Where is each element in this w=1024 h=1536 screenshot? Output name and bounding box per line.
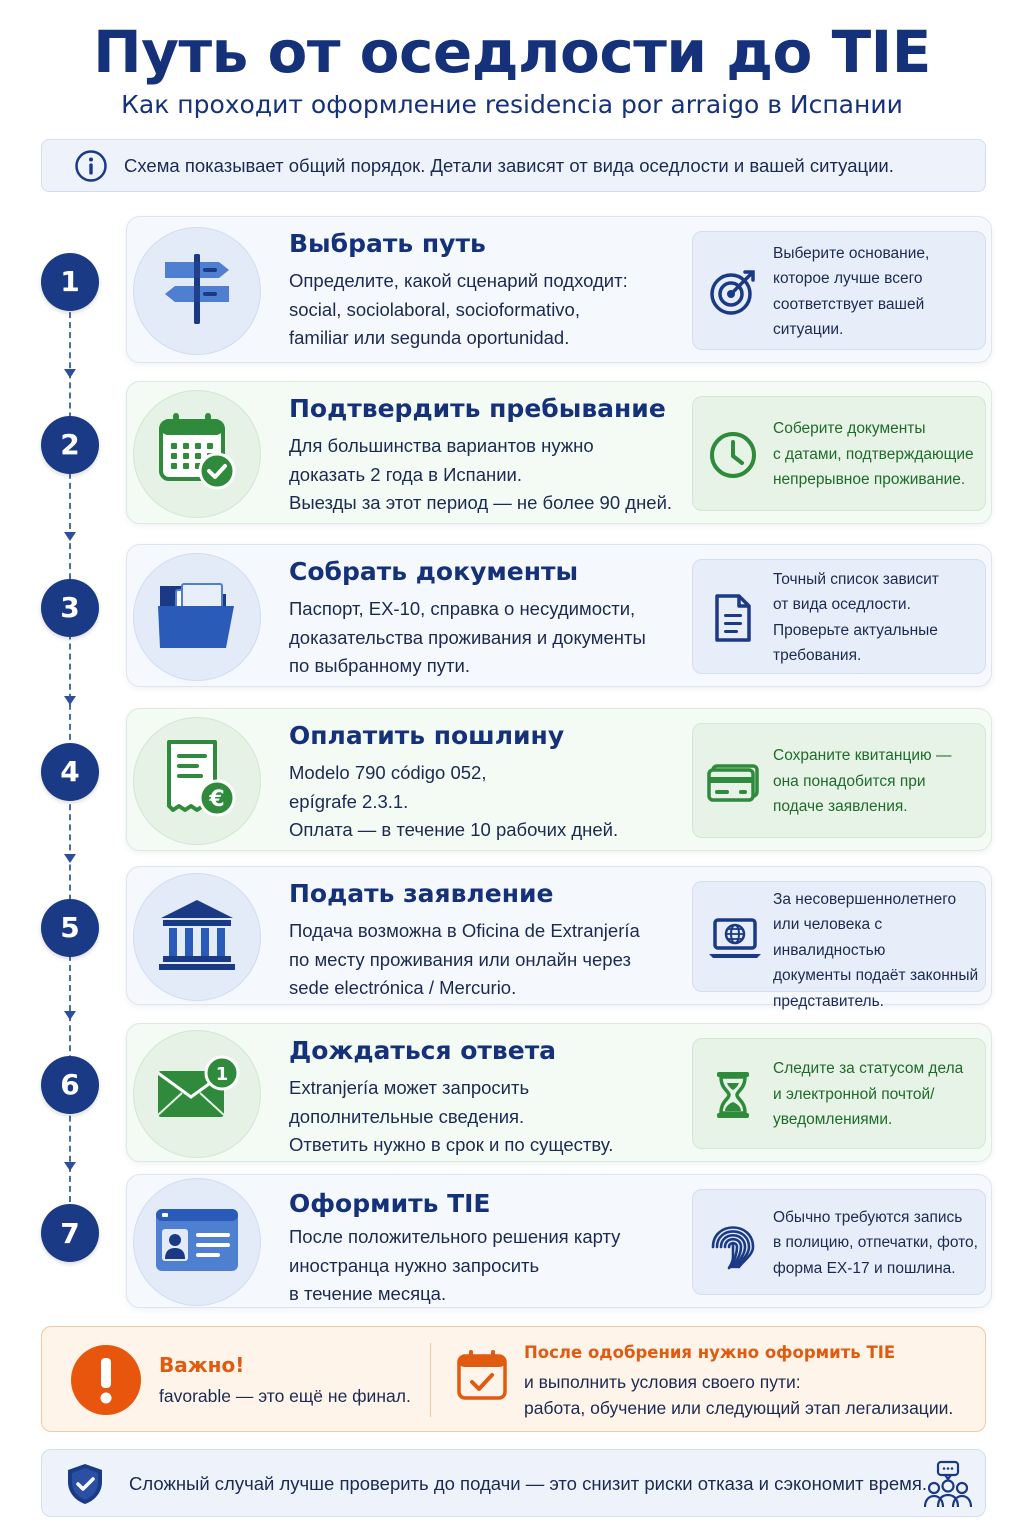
divider [430, 1343, 431, 1417]
envelope-notification-icon [152, 1051, 242, 1136]
step-description-line: доказать 2 года в Испании. [289, 463, 523, 485]
step-description-line: familiar или segunda oportunidad. [289, 327, 570, 348]
step-icon-circle [133, 873, 261, 1001]
timeline-arrow [64, 369, 76, 378]
step-icon-circle [133, 717, 261, 845]
step-description-line: Ответить нужно в срок и по существу. [289, 1134, 614, 1155]
step-card [126, 544, 992, 687]
step-tip-text [773, 1205, 985, 1282]
step-tip-line: в полицию, отпечатки, фото, [773, 1234, 978, 1252]
laptop-globe-icon [707, 912, 759, 964]
step-card [126, 1023, 992, 1162]
timeline-arrow [64, 1162, 76, 1171]
step-tip-text [773, 241, 985, 343]
step-tip-line: документы подаёт законный [773, 967, 979, 984]
step-tip [692, 231, 986, 350]
shield-check-icon [64, 1462, 106, 1506]
step-card [126, 216, 992, 363]
step-icon-circle [133, 390, 261, 518]
step-tip-line: Точный список зависит [773, 570, 939, 588]
step-description-line: дополнительные сведения. [289, 1105, 525, 1127]
step-description-line: в течение месяца. [289, 1283, 447, 1304]
step-tip-text [773, 567, 985, 669]
step-tip-line: соответствует вашей [773, 295, 925, 313]
step-description [289, 595, 689, 681]
step-description-line: social, sociolaboral, socioformativo, [289, 298, 580, 320]
step-tip-line: от вида оседлости. [773, 596, 911, 613]
step-tip-line: непрерывное проживание. [773, 471, 966, 489]
step-description-line: доказательства проживания и документы [289, 626, 646, 648]
step-title: Оформить TIE [289, 1189, 491, 1218]
important-text: favorable — это ещё не финал. [159, 1386, 411, 1406]
timeline-arrow [64, 854, 76, 863]
step-tip-text [773, 416, 985, 493]
step-number: 1 [41, 253, 99, 311]
step-title: Подать заявление [289, 879, 554, 908]
step-tip [692, 1038, 986, 1149]
step-tip [692, 881, 986, 1010]
after-approval-text [524, 1369, 984, 1421]
step-tip-line: которое лучше всего [773, 270, 923, 287]
after-approval-title: После одобрения нужно оформить TIE [524, 1343, 896, 1362]
step-description [289, 267, 689, 353]
calendar-check-icon [454, 1347, 510, 1403]
step-tip-text [773, 743, 985, 820]
step-description-line: Extranjería может запросить [289, 1077, 530, 1098]
step-tip-line: подаче заявления. [773, 798, 908, 816]
info-text: Схема показывает общий порядок. Детали зависят от вида оседлости и вашей ситуации. [124, 154, 894, 176]
step-description-line: После положительного решения карту [289, 1226, 621, 1247]
people-chat-icon [922, 1460, 974, 1510]
timeline-arrow [64, 532, 76, 541]
step-tip-line: Следите за статусом дела [773, 1060, 964, 1078]
step-tip-line: ситуации. [773, 321, 844, 338]
step-description-line: sede electrónica / Mercurio. [289, 977, 517, 998]
step-card [126, 708, 992, 851]
step-tip-line: Соберите документы [773, 420, 926, 438]
svg-text:€: € [209, 787, 225, 812]
step-description-line: Определите, какой сценарий подходит: [289, 270, 628, 291]
step-card [126, 381, 992, 524]
calendar-check-icon [155, 409, 239, 498]
after-approval-line: работа, обучение или следующий этап легализации. [524, 1398, 954, 1418]
step-card [126, 1174, 992, 1308]
step-icon-circle [133, 1178, 261, 1306]
step-description-line: по выбранному пути. [289, 655, 470, 676]
step-card [126, 866, 992, 1010]
step-title: Подтвердить пребывание [289, 394, 666, 423]
step-title: Дождаться ответа [289, 1036, 557, 1065]
step-description-line: Modelo 790 código 052, [289, 762, 487, 783]
folder-icon [154, 574, 240, 659]
step-tip [692, 559, 986, 674]
step-description-line: Для большинства вариантов нужно [289, 435, 594, 456]
step-tip-line: Сохраните квитанцию — [773, 747, 952, 765]
step-number: 5 [41, 899, 99, 957]
timeline-arrow [64, 696, 76, 705]
step-tip [692, 396, 986, 511]
step-tip [692, 1189, 986, 1295]
step-number: 4 [41, 743, 99, 801]
hourglass-icon [707, 1069, 759, 1121]
step-tip-line: с датами, подтверждающие [773, 445, 974, 463]
step-tip-line: и электронной почтой/ [773, 1085, 935, 1103]
info-banner [41, 139, 986, 192]
exclamation-icon [70, 1344, 142, 1416]
step-description [289, 1074, 689, 1160]
step-description-line: Оплата — в течение 10 рабочих дней. [289, 819, 619, 840]
step-tip-text [773, 887, 985, 1015]
step-title: Оплатить пошлину [289, 721, 565, 750]
page-subtitle: Как проходит оформление residencia por arraigo в Испании [121, 90, 903, 119]
info-icon [74, 149, 108, 183]
step-tip-text [773, 1056, 985, 1133]
step-number: 2 [41, 416, 99, 474]
important-note [41, 1326, 986, 1432]
step-number: 6 [41, 1056, 99, 1114]
step-description [289, 759, 689, 845]
step-description-line: по месту проживания или онлайн через [289, 948, 631, 970]
timeline-arrow [64, 1011, 76, 1020]
step-number: 3 [41, 579, 99, 637]
step-description [289, 432, 689, 518]
receipt-euro-icon [155, 736, 239, 825]
step-icon-circle [133, 227, 261, 355]
bank-building-icon [155, 894, 239, 979]
step-number: 7 [41, 1204, 99, 1262]
step-tip-line: Обычно требуются запись [773, 1208, 963, 1226]
step-tip-line: уведомлениями. [773, 1111, 893, 1129]
target-icon [707, 266, 759, 318]
clock-icon [707, 429, 759, 481]
document-icon [707, 592, 759, 644]
step-tip-line: или человека с инвалидностью [773, 916, 886, 959]
step-tip-line: форма EX-17 и пошлина. [773, 1259, 956, 1277]
step-tip [692, 723, 986, 838]
step-icon-circle [133, 1030, 261, 1158]
step-tip-line: представитель. [773, 992, 884, 1010]
step-description [289, 917, 689, 1003]
step-tip-line: она понадобится при [773, 772, 926, 790]
step-description-line: Подача возможна в Oficina de Extranjería [289, 920, 640, 941]
step-title: Собрать документы [289, 557, 579, 586]
step-title: Выбрать путь [289, 229, 486, 258]
step-description-line: epígrafe 2.3.1. [289, 790, 409, 812]
svg-text:1: 1 [215, 1064, 229, 1085]
step-description-line: Выезды за этот период — не более 90 дней. [289, 492, 673, 513]
after-approval-line: и выполнить условия своего пути: [524, 1372, 801, 1392]
page-title: Путь от оседлости до TIE [93, 18, 931, 86]
step-tip-line: За несовершеннолетнего [773, 890, 957, 908]
id-card-icon [152, 1203, 242, 1282]
fingerprint-icon [707, 1217, 759, 1269]
step-tip-line: Выберите основание, [773, 244, 930, 262]
credit-card-icon [707, 756, 759, 808]
signpost-icon [157, 248, 237, 333]
important-title: Важно! [159, 1353, 245, 1377]
footer-text: Сложный случай лучше проверить до подачи — это снизит риски отказа и сэкономит время. [129, 1473, 928, 1494]
footer-banner [41, 1449, 986, 1517]
step-description-line: Паспорт, EX-10, справка о несудимости, [289, 598, 636, 619]
step-description-line: иностранца нужно запросить [289, 1254, 540, 1276]
step-description [289, 1223, 689, 1309]
step-icon-circle [133, 553, 261, 681]
step-tip-line: требования. [773, 647, 862, 664]
step-tip-line: Проверьте актуальные [773, 621, 938, 639]
